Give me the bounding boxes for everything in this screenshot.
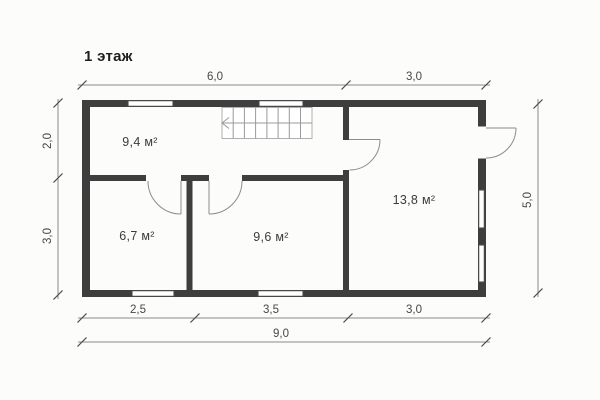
dim-label-bottom-total: 9,0 bbox=[273, 328, 289, 340]
wall-hall-right bbox=[242, 175, 349, 181]
dim-label-top-6: 6,0 bbox=[207, 71, 223, 83]
room-area-label-67: 6,7 м² bbox=[119, 229, 155, 243]
wall-left bbox=[82, 100, 90, 297]
wall-hall-mid bbox=[181, 175, 209, 181]
door-arc-96 bbox=[209, 181, 242, 214]
dim-label-left-20: 2,0 bbox=[42, 133, 54, 149]
dim-label-bottom-30: 3,0 bbox=[406, 304, 422, 316]
window-top-stairs bbox=[259, 101, 303, 107]
door-arc-67 bbox=[148, 181, 181, 214]
entrance-opening bbox=[478, 127, 487, 159]
wall-between-67-96 bbox=[187, 181, 193, 290]
entrance-door-arc bbox=[486, 128, 516, 158]
doors bbox=[148, 127, 516, 215]
wall-hall-left bbox=[89, 175, 146, 181]
dim-label-left-30: 3,0 bbox=[42, 228, 54, 244]
dim-label-right-50: 5,0 bbox=[522, 192, 534, 208]
door-arc-138 bbox=[350, 140, 381, 171]
wall-138-upper bbox=[343, 107, 349, 140]
window-right-upper bbox=[479, 190, 485, 228]
dim-label-top-3: 3,0 bbox=[406, 71, 422, 83]
window-right-lower bbox=[479, 245, 485, 282]
window-top-left bbox=[128, 101, 173, 107]
room-area-label-96: 9,6 м² bbox=[253, 230, 289, 244]
staircase bbox=[222, 108, 312, 139]
window-bottom-left bbox=[132, 291, 174, 297]
window-bottom-mid bbox=[258, 291, 303, 297]
dim-label-bottom-25: 2,5 bbox=[130, 304, 146, 316]
wall-138-lower bbox=[343, 170, 349, 290]
dim-label-bottom-35: 3,5 bbox=[263, 304, 279, 316]
page-title: 1 этаж bbox=[84, 48, 133, 65]
room-area-label-94: 9,4 м² bbox=[122, 135, 158, 149]
room-area-label-138: 13,8 м² bbox=[392, 193, 436, 207]
